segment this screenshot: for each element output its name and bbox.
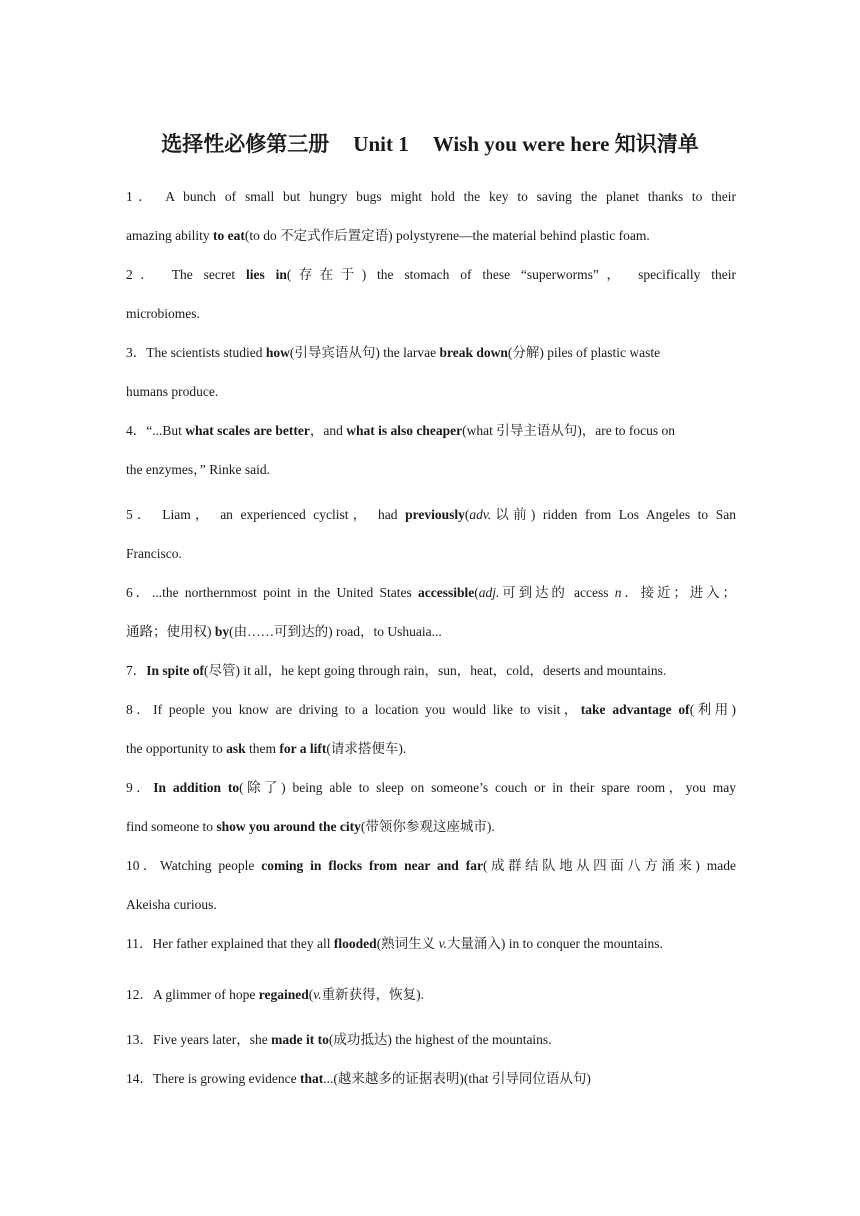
- text-run: 2． The secret: [126, 267, 246, 282]
- text-run: 6．...the northernmost point in the United States: [126, 585, 419, 600]
- key-phrase: what scales are better: [185, 423, 310, 438]
- list-item: [126, 982, 736, 1021]
- list-item-line: [126, 1027, 736, 1066]
- list-item-line: [126, 580, 736, 619]
- part-of-speech: v.: [313, 987, 322, 1002]
- text-run: 13．Five years later，she: [126, 1032, 272, 1047]
- list-item-line: [126, 982, 736, 1021]
- key-phrase: to eat: [212, 228, 245, 243]
- text-run: (to do 不定式作后置定语) polystyrene—the material behind plastic foam.: [244, 228, 650, 243]
- text-run: them: [245, 741, 280, 756]
- text-run: (引导宾语从句) the larvae: [289, 345, 440, 360]
- list-item: [126, 340, 736, 418]
- key-phrase: In spite of: [146, 663, 205, 678]
- part-of-speech: adj.: [478, 585, 500, 600]
- key-phrase: lies in: [245, 267, 287, 282]
- list-item: [126, 502, 736, 580]
- list-item: [126, 775, 736, 853]
- text-run: (尽管) it all，he kept going through rain，sun，heat，cold，deserts and mountains.: [204, 663, 667, 678]
- text-run: (: [308, 987, 314, 1002]
- list-item-line: [126, 619, 736, 658]
- text-run: ...(越来越多的证据表明)(that 引导同位语从句): [323, 1071, 591, 1086]
- list-item-line: [126, 697, 736, 736]
- list-item-line: [126, 541, 736, 580]
- text-run: (请求搭便车).: [326, 741, 407, 756]
- text-run: 8．If people you know are driving to a location you would like to visit，: [126, 702, 581, 717]
- text-run: 5． Liam， an experienced cyclist， had: [126, 507, 406, 522]
- title-part-name: Wish you were here 知识清单: [432, 132, 699, 156]
- key-phrase: for a lift: [279, 741, 327, 756]
- list-item: [126, 658, 736, 697]
- list-item-line: [126, 184, 736, 223]
- text-run: (成功抵达) the highest of the mountains.: [328, 1032, 552, 1047]
- key-phrase: made it to: [271, 1032, 329, 1047]
- text-run: 可到达的 access: [499, 585, 615, 600]
- text-run: microbiomes.: [126, 306, 200, 321]
- key-phrase: In addition to: [153, 780, 240, 795]
- key-phrase: take advantage of: [580, 702, 690, 717]
- key-phrase: previously: [405, 507, 465, 522]
- key-phrase: regained: [258, 987, 309, 1002]
- list-item: [126, 1027, 736, 1066]
- key-phrase: that: [299, 1071, 324, 1086]
- list-item: [126, 262, 736, 340]
- key-phrase: what is also cheaper: [346, 423, 463, 438]
- part-of-speech: adv.: [469, 507, 492, 522]
- list-item-line: [126, 892, 736, 931]
- text-run: humans produce.: [126, 384, 219, 399]
- text-run: 1． A bunch of small but hungry bugs might hold the key to saving the planet thanks to their: [126, 189, 736, 204]
- list-item: [126, 580, 736, 658]
- key-phrase: coming in flocks from near and far: [261, 858, 483, 873]
- text-run: 重新获得，恢复).: [321, 987, 424, 1002]
- list-item-line: [126, 931, 736, 970]
- text-run: the enzymes，” Rinke said.: [126, 462, 270, 477]
- key-phrase: break down: [439, 345, 508, 360]
- text-run: (成群结队地从四面八方涌来) made: [482, 858, 736, 873]
- key-phrase: how: [265, 345, 290, 360]
- list-item: [126, 1066, 736, 1105]
- list-item-line: [126, 736, 736, 775]
- list-item-line: [126, 223, 736, 262]
- text-run: find someone to: [126, 819, 217, 834]
- text-run: the opportunity to: [126, 741, 227, 756]
- part-of-speech: v.: [438, 936, 447, 951]
- list-item-line: [126, 502, 736, 541]
- list-item-line: [126, 379, 736, 418]
- list-item: [126, 853, 736, 931]
- text-run: (: [474, 585, 479, 600]
- text-run: (存在于) the stomach of these “superworms”， specifically their: [286, 267, 736, 282]
- text-run: 12．A glimmer of hope: [126, 987, 259, 1002]
- list-item-line: [126, 301, 736, 340]
- text-run: (除了) being able to sleep on someone’s couch or in their spare room，you may: [239, 780, 736, 795]
- text-run: (由……可到达的) road，to Ushuaia...: [229, 624, 442, 639]
- text-run: 7．: [126, 663, 147, 678]
- key-phrase: flooded: [333, 936, 377, 951]
- list-item-line: [126, 1066, 736, 1105]
- text-run: Francisco.: [126, 546, 182, 561]
- list-item: [126, 697, 736, 775]
- title-part-unit: Unit 1: [353, 132, 409, 156]
- text-run: 10．Watching people: [126, 858, 262, 873]
- list-item-line: [126, 775, 736, 814]
- key-phrase: accessible: [418, 585, 475, 600]
- key-phrase: show you around the city: [216, 819, 361, 834]
- text-run: 大量涌入) in to conquer the mountains.: [446, 936, 663, 951]
- text-run: (利用): [689, 702, 736, 717]
- list-item: [126, 418, 736, 496]
- text-run: 通路；使用权): [126, 624, 215, 639]
- text-run: ．接近；进入；: [621, 585, 737, 600]
- list-item-line: [126, 340, 736, 379]
- text-run: 9．: [126, 780, 154, 795]
- list-item-line: [126, 814, 736, 853]
- key-phrase: ask: [226, 741, 246, 756]
- text-run: (熟词生义: [376, 936, 439, 951]
- knowledge-list: [126, 184, 736, 1105]
- text-run: (what 引导主语从句)，are to focus on: [462, 423, 676, 438]
- list-item-line: [126, 262, 736, 301]
- text-run: 14．There is growing evidence: [126, 1071, 300, 1086]
- text-run: ，and: [309, 423, 347, 438]
- text-run: 以前) ridden from Los Angeles to San: [491, 507, 736, 522]
- text-run: (带领你参观这座城市).: [360, 819, 495, 834]
- list-item-line: [126, 658, 736, 697]
- text-run: 4．“...But: [126, 423, 186, 438]
- text-run: Akeisha curious.: [126, 897, 217, 912]
- key-phrase: by: [214, 624, 230, 639]
- page-title: [0, 128, 860, 158]
- text-run: amazing ability: [126, 228, 213, 243]
- text-run: 11．Her father explained that they all: [126, 936, 334, 951]
- list-item: [126, 931, 736, 970]
- text-run: 3．The scientists studied: [126, 345, 266, 360]
- list-item-line: [126, 418, 736, 457]
- title-part-book: 选择性必修第三册: [161, 132, 330, 156]
- list-item-line: [126, 853, 736, 892]
- text-run: (: [464, 507, 470, 522]
- part-of-speech: n: [614, 585, 622, 600]
- text-run: (分解) piles of plastic waste: [507, 345, 661, 360]
- list-item: [126, 184, 736, 262]
- list-item-line: [126, 457, 736, 496]
